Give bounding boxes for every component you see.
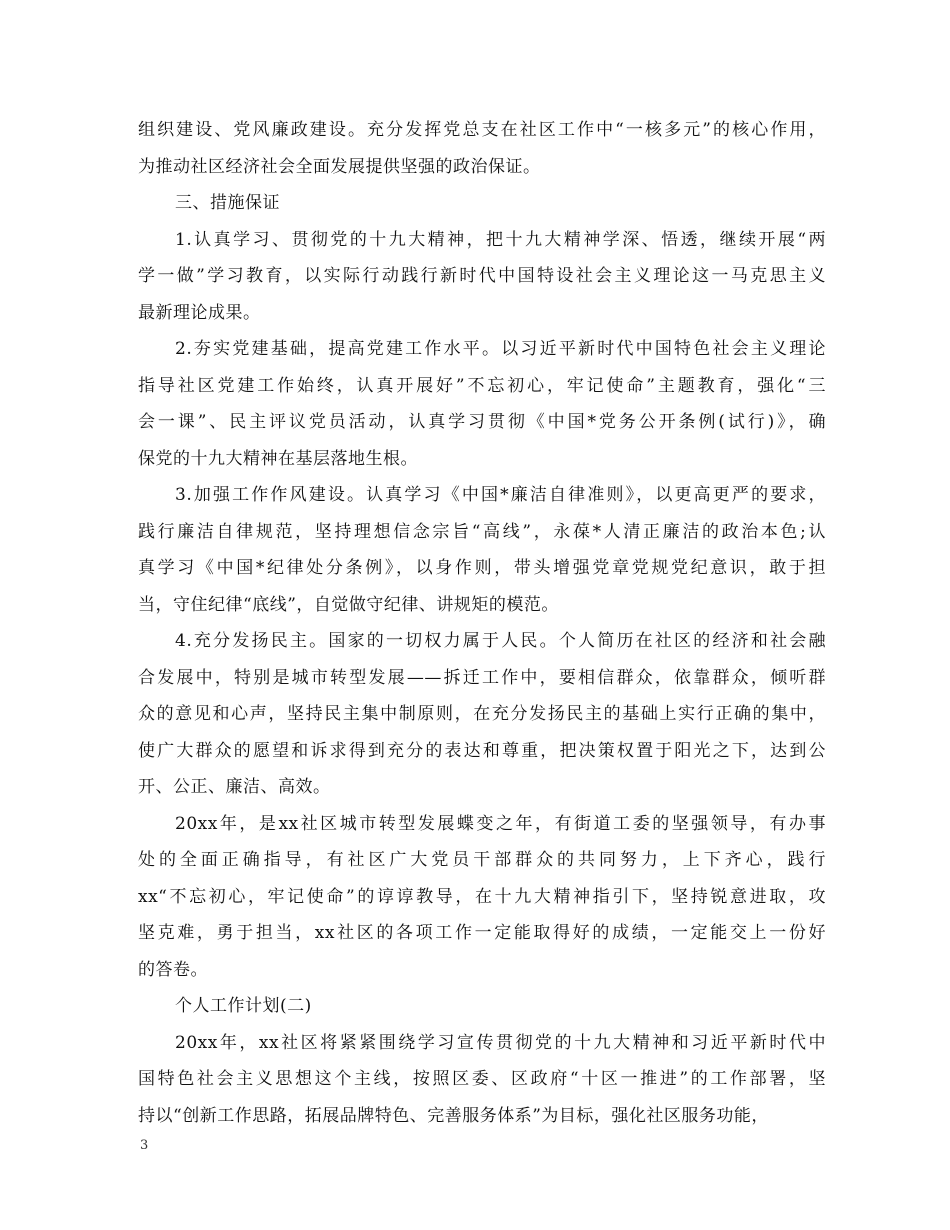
text-line: 最新理论成果。 (138, 302, 261, 323)
paragraph (138, 222, 826, 332)
text-line: 指导社区党建工作始终，认真开展好”不忘初心，牢记使命”主题教育，强化“三 (138, 375, 826, 396)
text-line: 坚克难，勇于担当，xx社区的各项工作一定能取得好的成绩，一定能交上一份好 (138, 923, 826, 943)
text-line: 践行廉洁自律规范，坚持理想信念宗旨“高线”，永葆*人清正廉洁的政治本色;认 (138, 521, 826, 542)
text-line: 的答卷。 (138, 959, 208, 980)
text-line: 真学习《中国*纪律处分条例》，以身作则，带头增强党章党规党纪意识，敢于担 (138, 558, 826, 578)
text-line: 2.夯实党建基础，提高党建工作水平。以习近平新时代中国特色社会主义理论 (175, 339, 826, 359)
text-line: 国特色社会主义思想这个主线，按照区委、区政府“十区一推进”的工作部署，坚 (138, 1069, 826, 1089)
paragraph (138, 477, 826, 623)
text-line: 开、公正、廉洁、高效。 (138, 777, 331, 797)
paragraph (138, 185, 826, 222)
paragraph (138, 331, 826, 477)
text-line: 20xx年，是xx社区城市转型发展蝶变之年，有街道工委的坚强领导，有办事 (175, 813, 826, 834)
text-line: 4.充分发扬民主。国家的一切权力属于人民。个人简历在社区的经济和社会融 (175, 631, 826, 651)
text-line: 为推动社区经济社会全面发展提供坚强的政治保证。 (138, 156, 541, 177)
text-line: 处的全面正确指导，有社区广大党员干部群众的共同努力，上下齐心，践行 (138, 850, 826, 870)
text-line: 组织建设、党风廉政建设。充分发挥党总支在社区工作中“一核多元”的核心作用， (138, 120, 826, 140)
text-line: 学一做”学习教育，以实际行动践行新时代中国特设社会主义理论这一马克思主义 (138, 266, 826, 286)
text-line: 3.加强工作作风建设。认真学习《中国*廉洁自律准则》，以更高更严的要求， (175, 485, 826, 505)
text-line: xx“不忘初心，牢记使命”的谆谆教导，在十九大精神指引下，坚持锐意进取，攻 (138, 886, 826, 907)
paragraph (138, 988, 826, 1025)
paragraph (138, 112, 826, 185)
text-line: 20xx年，xx社区将紧紧围绕学习宣传贯彻党的十九大精神和习近平新时代中 (175, 1032, 826, 1053)
text-line: 保党的十九大精神在基层落地生根。 (138, 448, 418, 469)
text-line: 1.认真学习、贯彻党的十九大精神，把十九大精神学深、悟透，继续开展“两 (175, 229, 826, 250)
paragraph (138, 806, 826, 989)
text-line: 个人工作计划(二) (175, 996, 312, 1016)
text-line: 当，守住纪律“底线”，自觉做守纪律、讲规矩的模范。 (138, 594, 559, 615)
text-line: 众的意见和心声，坚持民主集中制原则，在充分发扬民主的基础上实行正确的集中， (138, 704, 826, 724)
paragraph (138, 623, 826, 806)
text-line: 合发展中，特别是城市转型发展——拆迁工作中，要相信群众，依靠群众，倾听群 (138, 667, 826, 688)
document-body (138, 112, 826, 1134)
text-line: 使广大群众的愿望和诉求得到充分的表达和尊重，把决策权置于阳光之下，达到公 (138, 740, 826, 761)
paragraph (138, 1025, 826, 1135)
page-number: 3 (140, 1138, 149, 1153)
text-line: 会一课”、民主评议党员活动，认真学习贯彻《中国*党务公开条例(试行)》，确 (138, 412, 826, 432)
text-line: 持以“创新工作思路，拓展品牌特色、完善服务体系”为目标，强化社区服务功能， (138, 1105, 769, 1126)
text-line: 三、措施保证 (175, 193, 280, 213)
